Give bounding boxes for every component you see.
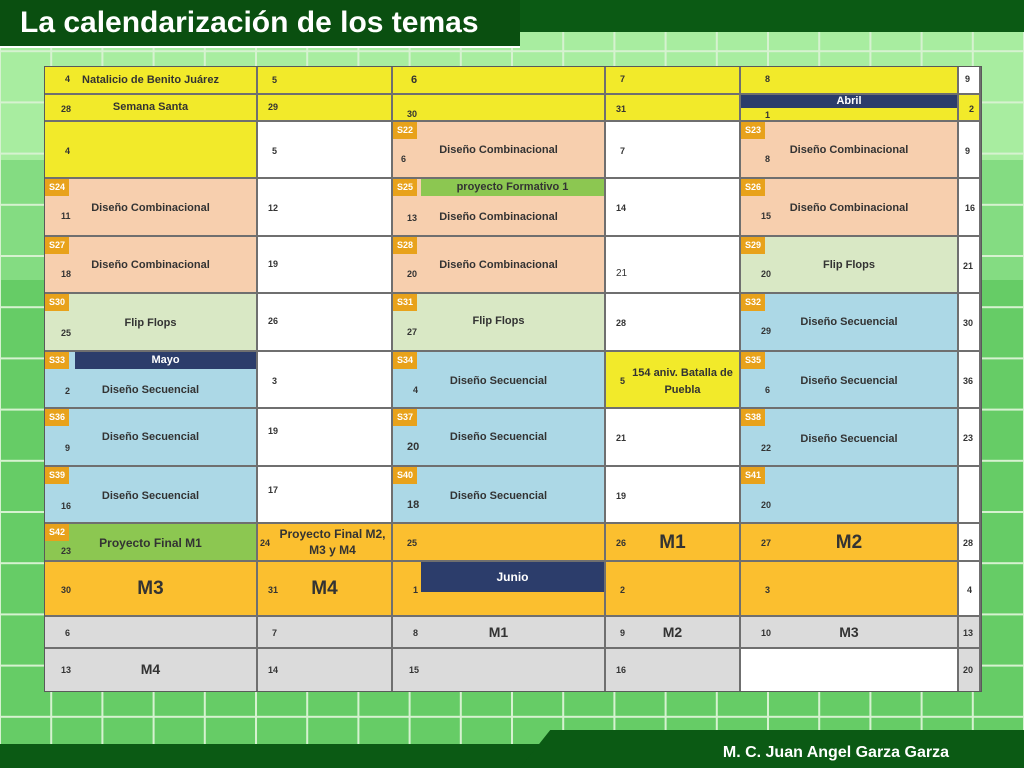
cell	[393, 352, 606, 409]
cell	[393, 95, 606, 122]
topic-label: Diseño Combinacional	[91, 202, 210, 214]
cell	[393, 409, 606, 467]
topic-label: Diseño Secuencial	[449, 431, 548, 443]
day-number: 6	[65, 628, 71, 638]
day-number: 14	[616, 203, 627, 213]
exam-label: M3	[137, 578, 164, 599]
day-number: 14	[268, 665, 279, 675]
day-number: 5	[620, 376, 626, 386]
day-number: 20	[407, 441, 420, 453]
cell	[959, 294, 981, 352]
cell	[606, 409, 741, 467]
topic-label: Diseño Secuencial	[800, 433, 898, 445]
day-number: 15	[761, 211, 772, 221]
day-number: 8	[765, 74, 771, 84]
exam-label: M4	[311, 578, 338, 599]
day-number: 13	[61, 665, 72, 675]
topic-label: Flip Flops	[472, 315, 525, 327]
day-number: 16	[616, 665, 627, 675]
cell	[258, 352, 393, 409]
cell	[741, 179, 959, 237]
day-number: 16	[965, 203, 976, 213]
cell	[258, 649, 393, 691]
session-badge: S28	[393, 237, 417, 254]
cell	[258, 122, 393, 179]
day-number: 19	[268, 259, 279, 269]
day-number: 20	[407, 269, 418, 279]
cell	[606, 237, 741, 294]
cell	[959, 467, 981, 524]
exam-label: M4	[140, 661, 161, 677]
day-number: 16	[61, 501, 72, 511]
day-number: 3	[765, 585, 771, 595]
cell	[258, 409, 393, 467]
calendar-table	[44, 66, 982, 692]
cell	[959, 67, 981, 95]
day-number: 24	[260, 538, 271, 548]
cell	[45, 294, 258, 352]
cell	[393, 294, 606, 352]
day-number: 23	[61, 546, 72, 556]
day-number: 2	[969, 104, 975, 114]
session-badge: S23	[741, 122, 765, 139]
cell	[741, 409, 959, 467]
cell	[959, 617, 981, 649]
day-number: 22	[761, 443, 772, 453]
cell	[393, 67, 606, 95]
cell	[45, 524, 258, 562]
topic-label: Diseño Secuencial	[101, 384, 200, 396]
title-banner	[0, 0, 520, 48]
day-number: 6	[765, 385, 771, 395]
cell	[393, 649, 606, 691]
day-number: 11	[61, 211, 71, 221]
project-bar: proyecto Formativo 1	[421, 179, 604, 196]
cell	[741, 122, 959, 179]
topic-label: Flip Flops	[124, 317, 177, 329]
cell	[606, 95, 741, 122]
topic-label: Diseño Secuencial	[101, 431, 200, 443]
cell	[606, 562, 741, 617]
day-number: 36	[963, 376, 974, 386]
cell	[258, 524, 393, 562]
session-badge: S37	[393, 409, 417, 426]
session-badge: S38	[741, 409, 765, 426]
day-number: 19	[616, 491, 627, 501]
day-number: 23	[963, 433, 974, 443]
exam-label: M2	[662, 624, 683, 640]
cell	[258, 179, 393, 237]
cell	[959, 409, 981, 467]
day-number: 4	[967, 585, 973, 595]
day-number: 6	[411, 74, 418, 86]
cell	[45, 617, 258, 649]
day-number: 2	[65, 386, 71, 396]
day-number: 8	[413, 628, 419, 638]
day-number: 5	[272, 146, 278, 156]
session-badge: S24	[45, 179, 69, 196]
cell	[959, 524, 981, 562]
cell	[45, 122, 258, 179]
cell	[606, 467, 741, 524]
project-label: Proyecto Final M1	[99, 536, 202, 550]
cell	[959, 352, 981, 409]
day-number: 25	[61, 328, 72, 338]
topic-label: Diseño Combinacional	[439, 211, 558, 223]
cell	[258, 617, 393, 649]
day-number: 18	[61, 269, 72, 279]
session-badge: S30	[45, 294, 69, 311]
month-label-april: Abril	[741, 95, 957, 108]
holiday-label: 154 aniv. Batalla de Puebla	[632, 367, 733, 396]
day-number: 28	[616, 318, 627, 328]
cell	[45, 352, 258, 409]
cell	[258, 67, 393, 95]
day-number: 4	[65, 146, 71, 156]
topic-label: Diseño Secuencial	[800, 316, 898, 328]
session-badge: S27	[45, 237, 69, 254]
cell	[258, 294, 393, 352]
cell	[741, 352, 959, 409]
session-badge: S42	[45, 524, 69, 541]
page-title: La calendarización de los temas	[20, 6, 479, 39]
session-badge: S35	[741, 352, 765, 369]
cell	[393, 467, 606, 524]
day-number: 31	[268, 585, 279, 595]
month-label-june: Junio	[421, 562, 604, 592]
cell	[45, 179, 258, 237]
day-number: 27	[407, 327, 418, 337]
cell	[606, 649, 741, 691]
holiday-label: Natalicio de Benito Juárez	[82, 74, 219, 86]
cell	[258, 237, 393, 294]
cell	[393, 617, 606, 649]
cell	[606, 524, 741, 562]
day-number: 15	[409, 665, 420, 675]
day-number: 10	[761, 628, 772, 638]
day-number: 4	[413, 385, 419, 395]
session-badge: S33	[45, 352, 69, 369]
cell	[606, 294, 741, 352]
day-number: 30	[407, 109, 418, 119]
cell	[45, 562, 258, 617]
session-badge: S36	[45, 409, 69, 426]
day-number: 26	[268, 316, 279, 326]
cell	[45, 95, 258, 122]
day-number: 9	[620, 628, 626, 638]
session-badge: S34	[393, 352, 417, 369]
day-number: 12	[268, 203, 279, 213]
day-number: 20	[761, 500, 772, 510]
day-number: 9	[965, 146, 971, 156]
day-number: 9	[65, 443, 71, 453]
exam-label: M1	[659, 532, 686, 553]
project-label: Proyecto Final M2, M3 y M4	[279, 527, 386, 557]
topic-label: Diseño Combinacional	[789, 202, 909, 214]
day-number: 13	[963, 628, 974, 638]
cell	[606, 122, 741, 179]
day-number: 7	[620, 74, 626, 84]
day-number: 20	[963, 665, 974, 675]
day-number: 17	[268, 485, 279, 495]
topic-label: Diseño Secuencial	[800, 375, 898, 387]
topic-label: Diseño Secuencial	[449, 375, 548, 387]
session-badge: S26	[741, 179, 765, 196]
cell	[741, 67, 959, 95]
cell	[741, 467, 959, 524]
day-number: 29	[761, 326, 772, 336]
day-number: 3	[272, 376, 278, 386]
day-number: 5	[272, 75, 278, 85]
day-number: 27	[761, 538, 772, 548]
day-number: 2	[620, 585, 626, 595]
holiday-label: Semana Santa	[112, 101, 189, 113]
session-badge: S31	[393, 294, 417, 311]
day-number: 9	[965, 74, 971, 84]
cell	[959, 562, 981, 617]
cell	[959, 179, 981, 237]
session-badge: S39	[45, 467, 69, 484]
day-number: 21	[616, 268, 628, 279]
exam-label: M3	[839, 624, 859, 640]
cell	[393, 524, 606, 562]
day-number: 28	[61, 104, 72, 114]
cell	[959, 649, 981, 691]
topic-label: Diseño Combinacional	[789, 144, 909, 156]
day-number: 19	[268, 426, 279, 436]
day-number: 13	[407, 213, 418, 223]
session-badge: S29	[741, 237, 765, 254]
day-number: 31	[616, 104, 627, 114]
author-label: M. C. Juan Angel Garza Garza	[722, 744, 949, 761]
cell	[258, 467, 393, 524]
cell	[606, 179, 741, 237]
cell	[606, 352, 741, 409]
cell	[741, 294, 959, 352]
day-number: 21	[616, 433, 627, 443]
cell	[959, 122, 981, 179]
exam-label: M1	[488, 624, 509, 640]
topic-label: Diseño Combinacional	[91, 259, 210, 271]
exam-label: M2	[835, 532, 863, 553]
cell	[741, 649, 959, 691]
topic-label: Diseño Secuencial	[449, 490, 548, 502]
session-badge: S41	[741, 467, 765, 484]
cell	[45, 237, 258, 294]
session-badge: S25	[393, 179, 417, 196]
day-number: 30	[963, 318, 974, 328]
day-number: 4	[65, 74, 71, 84]
day-number: 6	[401, 154, 407, 164]
cell	[959, 95, 981, 122]
topic-label: Diseño Combinacional	[439, 144, 558, 156]
cell	[45, 409, 258, 467]
cell	[45, 649, 258, 691]
day-number: 26	[616, 538, 627, 548]
session-badge: S32	[741, 294, 765, 311]
topic-label: Diseño Secuencial	[101, 490, 200, 502]
cell	[741, 562, 959, 617]
day-number: 30	[61, 585, 72, 595]
cell	[45, 467, 258, 524]
day-number: 21	[963, 261, 974, 271]
cell	[741, 617, 959, 649]
cell	[741, 524, 959, 562]
day-number: 8	[765, 154, 771, 164]
day-number: 20	[761, 269, 772, 279]
cell	[741, 95, 959, 122]
cell	[393, 237, 606, 294]
day-number: 1	[765, 110, 771, 120]
cell	[606, 617, 741, 649]
day-number: 7	[620, 146, 626, 156]
cell	[258, 562, 393, 617]
cell	[393, 122, 606, 179]
day-number: 25	[407, 538, 418, 548]
day-number: 7	[272, 628, 278, 638]
topic-label: Diseño Combinacional	[439, 259, 558, 271]
day-number: 28	[963, 538, 974, 548]
cell	[959, 237, 981, 294]
cell	[45, 67, 258, 95]
cell	[393, 179, 606, 237]
day-number: 18	[407, 499, 420, 511]
topic-label: Flip Flops	[823, 259, 875, 271]
month-label-may: Mayo	[75, 352, 256, 369]
cell	[393, 562, 606, 617]
cell	[606, 67, 741, 95]
day-number: 29	[268, 102, 279, 112]
cell	[741, 237, 959, 294]
cell	[258, 95, 393, 122]
session-badge: S40	[393, 467, 417, 484]
session-badge: S22	[393, 122, 417, 139]
day-number: 1	[413, 585, 419, 595]
